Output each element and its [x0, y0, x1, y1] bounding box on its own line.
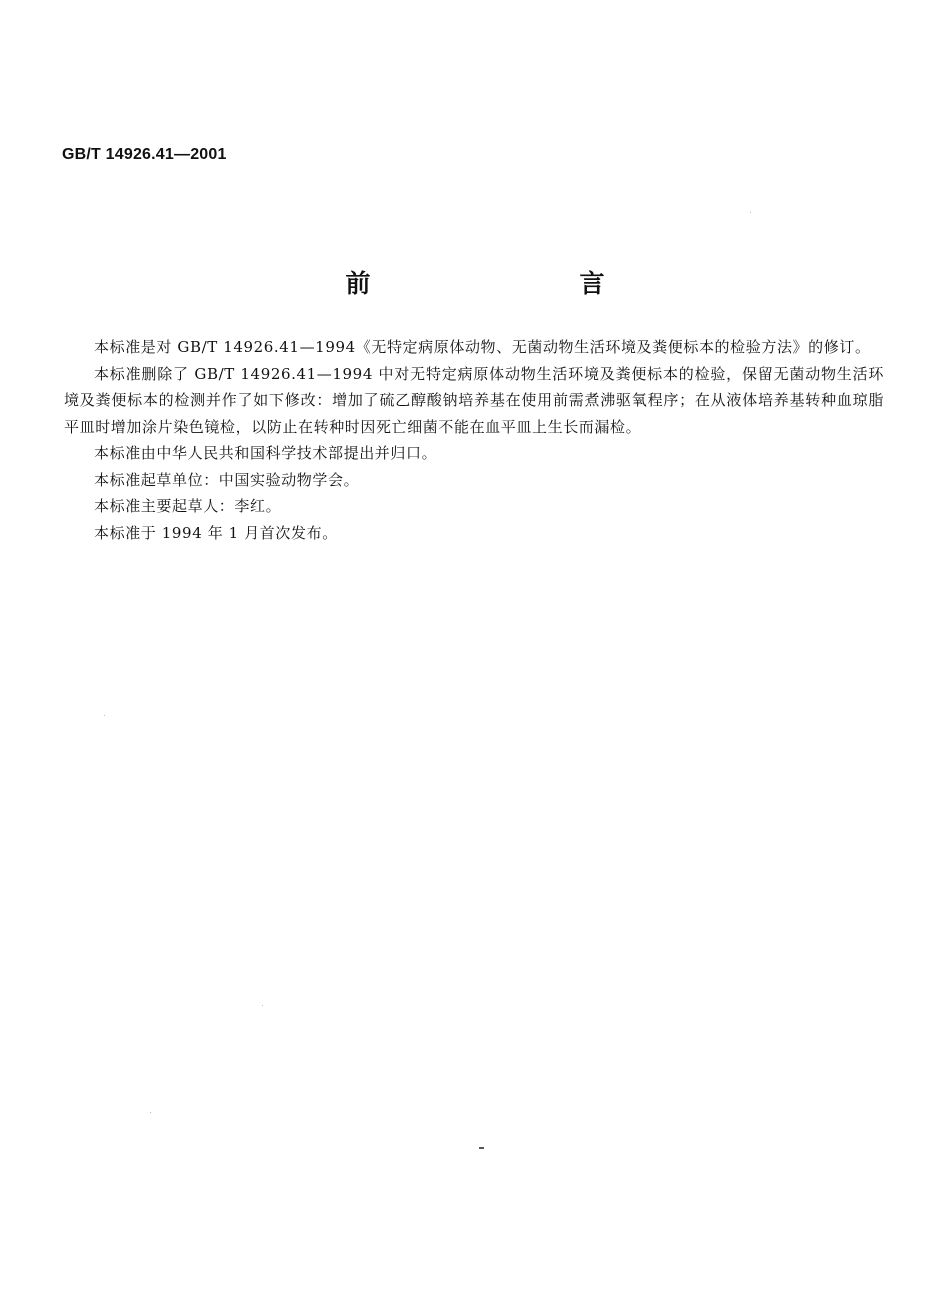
- standard-code: GB/T 14926.41—2001: [62, 146, 227, 163]
- page-mark: [479, 1147, 484, 1149]
- page-title: 前 言: [345, 269, 697, 298]
- scan-speck: [150, 1112, 151, 1113]
- foreword-body: [64, 334, 884, 546]
- paragraph-drafting-unit: 本标准起草单位：中国实验动物学会。: [94, 470, 360, 489]
- paragraph-changes: 本标准删除了 GB/T 14926.41—1994 中对无特定病原体动物生活环境及粪便标本的检验，保留无菌动物生活环境及粪便标本的检测并作了如下修改：增加了硫乙醇酸钠培养基在使用前需煮沸驱氧程序；在从液体培养基转种血琼脂平皿时增加涂片染色镜检，以防止在转种时因死亡细菌不能在血平皿上生长而漏检。: [64, 364, 884, 436]
- paragraph-revision: 本标准是对 GB/T 14926.41—1994《无特定病原体动物、无菌动物生活环境及粪便标本的检验方法》的修订。: [94, 338, 871, 356]
- paragraph-drafter: 本标准主要起草人：李红。: [94, 497, 282, 515]
- paragraph-first-release: 本标准于 1994 年 1 月首次发布。: [94, 523, 338, 542]
- scan-speck: [750, 212, 751, 213]
- paragraph-proposer: 本标准由中华人民共和国科学技术部提出并归口。: [94, 444, 438, 462]
- scan-speck: [262, 1005, 263, 1006]
- scan-speck: [104, 715, 105, 716]
